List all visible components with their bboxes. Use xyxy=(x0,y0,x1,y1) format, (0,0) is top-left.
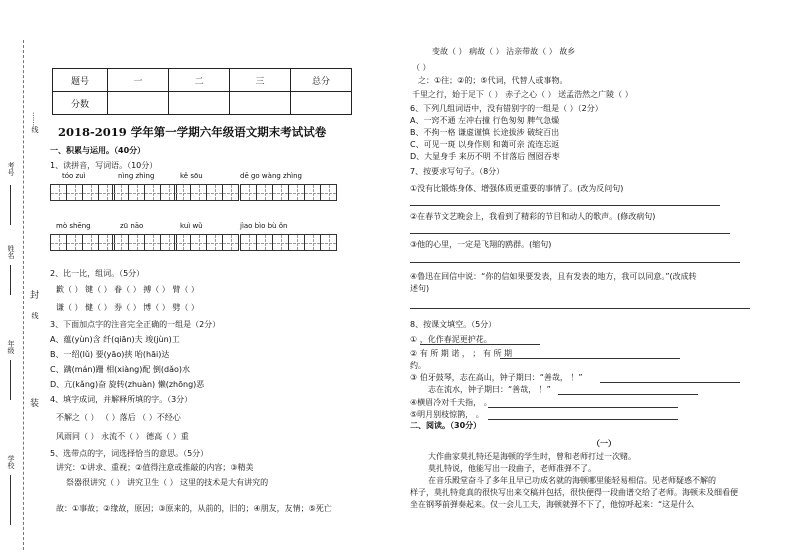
pinyin-3: kě sōu xyxy=(180,172,203,180)
passage-line: 样子，莫扎特竟真的很快写出来交稿并包括，很快便得一段曲谱交给了老师。海顿未及细看便 xyxy=(410,488,738,497)
score-cell[interactable] xyxy=(230,92,291,115)
q7-text: 7、按要求写句子。（8分） xyxy=(410,167,505,176)
r-line-4: 千里之行，始于足下（ ） 赤子之心（ ） 送孟浩然之广陵（ ） xyxy=(412,90,633,99)
section-1-heading: 一、积累与运用。（40分） xyxy=(50,146,146,155)
q4-row-1: 不解之（ ） （ ）落后 （ ）不经心 xyxy=(56,413,181,422)
q6-option: C、可见一斑 以身作则 和蔼可亲 流连忘返 xyxy=(410,140,560,149)
answer-line[interactable] xyxy=(410,233,730,234)
section-2-heading: 二、阅读。（30分） xyxy=(410,421,482,430)
char-grid[interactable] xyxy=(174,184,238,201)
q6-option: B、不拘一格 谦虚谨慎 长途拔涉 破绽百出 xyxy=(410,128,560,137)
fill-blank[interactable] xyxy=(488,407,678,408)
score-value-row xyxy=(53,92,352,115)
mid-mark-2: 线 xyxy=(31,312,39,319)
pinyin-7: kuì wǔ xyxy=(180,222,203,230)
r-line-1: 变故（ ） 病故（ ） 沾亲带故（ ） 故乡 xyxy=(432,47,576,56)
pinyin-6: zū nāo xyxy=(120,222,144,230)
q8-item-3-cont: 志在流水，钟子期曰：“善哉， ！” xyxy=(428,385,551,394)
header-cell: 总分 xyxy=(291,69,352,92)
q8-item-1: ① ，化作春泥更护花。 xyxy=(410,335,492,344)
name-label: 姓名 xyxy=(7,245,15,259)
r-line-2: （ ） xyxy=(412,63,431,72)
q7-item-3: ③他的心里，一定是飞翔的鸥群。(缩句) xyxy=(410,240,552,249)
pinyin-1: tóo zuì xyxy=(62,172,86,180)
q3-option: C、蹒(mán)跚 相(xiàng)配 倒(dǎo)水 xyxy=(50,365,191,374)
q8-item-5: ⑤明月别枝惊鹊， 。 xyxy=(410,410,484,419)
passage-line: 坐在钢琴前弹奏起来。仅一会儿工夫，海顿就弹不下了，他惊呼起来：“这是什么 xyxy=(410,500,695,509)
q5-line-2: 祭器很讲究（ ） 讲究卫生（ ） 这里的技术是大有讲究的 xyxy=(66,478,269,487)
top-mark: ……线 xyxy=(31,112,39,133)
char-grid[interactable] xyxy=(50,184,114,201)
class-line xyxy=(10,360,11,400)
compare-row-1: 歉（ ） 键（ ） 眷（ ） 搏（ ） 臂（ ） xyxy=(56,285,199,294)
fold-line xyxy=(23,40,24,550)
q8-item-2: ② 有 所 期 诺 ， ； 有 所 期 xyxy=(410,349,513,358)
q7-item-4-cont: 述句) xyxy=(410,284,430,293)
q4-text: 4、填字成词，并解释所填的字。（3分） xyxy=(50,395,193,404)
school-line xyxy=(10,475,11,525)
q8-item-3: ③ 伯牙鼓琴，志在高山，钟子期曰：“善哉， ！” xyxy=(410,373,583,382)
q7-item-1: ①没有比锻炼身体、增强体质更重要的事情了。(改为反问句) xyxy=(410,184,624,193)
name-line xyxy=(10,265,11,295)
id-line xyxy=(10,185,11,225)
pinyin-4: dē go wàng zhìng xyxy=(240,172,302,180)
q7-item-2: ②在春节文艺晚会上，我看到了精彩的节目和动人的歌声。(修改病句) xyxy=(410,212,656,221)
header-cell: 一 xyxy=(108,69,169,92)
class-label: 年级 xyxy=(7,340,15,354)
q1-text: 1、读拼音，写词语。（10分） xyxy=(50,161,158,170)
fill-blank[interactable] xyxy=(600,382,740,383)
score-table xyxy=(52,68,352,115)
exam-title: 2018-2019 学年第一学期六年级语文期末考试试卷 xyxy=(58,125,327,139)
q6-option: D、大显身手 来历不明 不甘落后 囫囵吞枣 xyxy=(410,152,560,161)
q7-item-4: ④鲁迅在回信中说：“你的信如果要发表，且有发表的地方，我可以同意。”(改成转 xyxy=(410,272,697,281)
pinyin-5: mò shēng xyxy=(56,222,91,230)
answer-line[interactable] xyxy=(410,308,750,309)
header-cell: 题号 xyxy=(53,69,108,92)
header-cell: 三 xyxy=(230,69,291,92)
q3-text: 3、下面加点字的注音完全正确的一组是（2分） xyxy=(50,320,221,329)
fill-blank[interactable] xyxy=(500,358,680,359)
answer-line[interactable] xyxy=(410,205,720,206)
score-row-label: 分数 xyxy=(53,92,108,115)
q5-line-1: 讲究：①讲求、重视；②值得注意或推敲的内容；③精美 xyxy=(56,463,254,472)
passage-number: （一） xyxy=(592,439,616,448)
q3-option: B、一绍(lǔ) 要(yāo)挟 咍(hāi)达 xyxy=(50,350,170,359)
q5-text: 5、选带点的字，词选择恰当的意思。（5分） xyxy=(50,449,209,458)
id-label: 考号 xyxy=(7,162,15,176)
mid-mark: 封 xyxy=(28,290,38,299)
q5-line-3: 故：①事故；②缘故，原因；③原来的，从前的，旧的；④朋友，友情；⑤死亡 xyxy=(56,504,332,513)
bottom-mark: 装 xyxy=(28,398,38,407)
char-grid[interactable] xyxy=(50,234,114,251)
passage-line: 大作曲家莫扎特还是海顿的学生时，曾和老师打过一次赌。 xyxy=(428,452,636,461)
score-cell[interactable] xyxy=(108,92,169,115)
char-grid[interactable] xyxy=(240,184,336,201)
q3-option: D、亢(kǎng)奋 旋转(zhuàn) 懒(zhōng)恶 xyxy=(50,380,205,389)
binding-strip xyxy=(0,0,46,560)
char-grid[interactable] xyxy=(112,184,176,201)
score-cell[interactable] xyxy=(169,92,230,115)
q6-text: 6、下列几组词语中，没有错别字的一组是（ ）（2分） xyxy=(410,104,603,113)
compare-row-2: 谦（ ） 健（ ） 券（ ） 博（ ） 劈（ ） xyxy=(56,303,199,312)
school-label: 学校 xyxy=(7,455,15,469)
answer-line[interactable] xyxy=(410,262,740,263)
q3-option: A、蕴(yùn)含 纤(qiān)夫 竣(jùn)工 xyxy=(50,335,180,344)
q4-row-2: 风雨同（ ） 永流不（ ） 德高（ ）重 xyxy=(56,432,189,441)
r-line-3: 之：①往；②的；⑤代词，代替人或事物。 xyxy=(418,76,568,85)
q8-item-2-cont: 约。 xyxy=(410,361,426,370)
score-header-row xyxy=(53,69,352,92)
q6-option: A、一窍不通 左冲右撞 行色匆匆 脾气急燥 xyxy=(410,116,560,125)
score-cell[interactable] xyxy=(291,92,352,115)
q8-text: 8、按课文填空。（5分） xyxy=(410,320,497,329)
pinyin-8: jìao bìo bù ǒn xyxy=(240,222,288,230)
char-grid[interactable] xyxy=(174,234,238,251)
pinyin-2: nìng zhìng xyxy=(118,172,155,180)
fill-blank[interactable] xyxy=(420,344,540,345)
fill-blank[interactable] xyxy=(488,419,678,420)
fill-blank[interactable] xyxy=(558,394,698,395)
passage-line: 在音乐殿堂奋斗了多年且早已功成名就的海顿哪里能轻易相信。见老师疑惑不解的 xyxy=(428,476,716,485)
char-grid[interactable] xyxy=(240,234,336,251)
q8-item-4: ④横眉冷对千夫指， 。 xyxy=(410,398,492,407)
header-cell: 二 xyxy=(169,69,230,92)
char-grid[interactable] xyxy=(112,234,176,251)
passage-line: 莫扎特说，他能写出一段曲子，老师准弹不了。 xyxy=(428,464,596,473)
q2-text: 2、比一比，组词。（5分） xyxy=(50,269,145,278)
